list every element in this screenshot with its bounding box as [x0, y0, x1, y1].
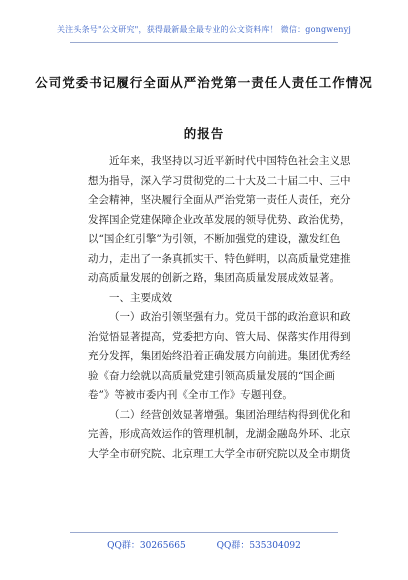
- text-line: 完善，形成高效运作的管理机制，龙湖金融岛外环、北京: [88, 428, 351, 440]
- text-line: 动力，走出了一条真抓实干、特色鲜明，以高质量党建推: [88, 252, 351, 265]
- text-line: 想为指导，深入学习贯彻党的二十大及二十届二中、三中: [88, 174, 351, 187]
- section-heading: 一、主要成效: [109, 291, 172, 304]
- text-line: （一）政治引领坚强有力。党员干部的政治意识和政: [109, 311, 351, 323]
- text-line: 动高质量发展的创新之路，集团高质量发展成效显著。: [88, 272, 340, 284]
- text-line: 发挥国企党建保障企业改革发展的领导优势、政治优势，: [88, 213, 351, 226]
- document-title-continued: 的报告: [183, 126, 225, 141]
- header-rule: [70, 42, 338, 43]
- text-line: 治觉悟显著提高，党委把方向、管大局、保落实作用得到: [88, 330, 351, 343]
- body-text: [88, 152, 351, 464]
- footer-rule: [70, 532, 338, 533]
- text-line: 以“国企红引擎”为引领，不断加强党的建设，激发红色: [88, 233, 341, 245]
- text-line: 近年来，我坚持以习近平新时代中国特色社会主义思: [109, 155, 351, 167]
- text-line: 充分发挥，集团始终沿着正确发展方向前进。集团优秀经: [88, 350, 351, 362]
- header-banner: 关注头条号"公文研究"，获得最新最全最专业的公文资料库！ 微信：gongwenyj: [56, 25, 352, 34]
- qq-group-1: QQ群：30265665: [107, 541, 186, 551]
- qq-group-2: QQ群：535304092: [216, 541, 301, 551]
- text-line: （二）经营创效显著增强。集团治理结构得到优化和: [109, 408, 351, 421]
- footer-contacts: [0, 538, 408, 551]
- document-title: 公司党委书记履行全面从严治党第一责任人责任工作情况: [35, 75, 373, 90]
- text-line: 卷”》等被市委内刊《全市工作》专题刊登。: [88, 389, 293, 401]
- text-line: 大学全市研究院、北京理工大学全市研究院以及全市期货: [88, 447, 351, 460]
- text-line: 验《奋力绘就以高质量党建引领高质量发展的“国企画: [88, 369, 335, 382]
- text-line: 全会精神，坚决履行全面从严治党第一责任人责任，充分: [88, 194, 351, 206]
